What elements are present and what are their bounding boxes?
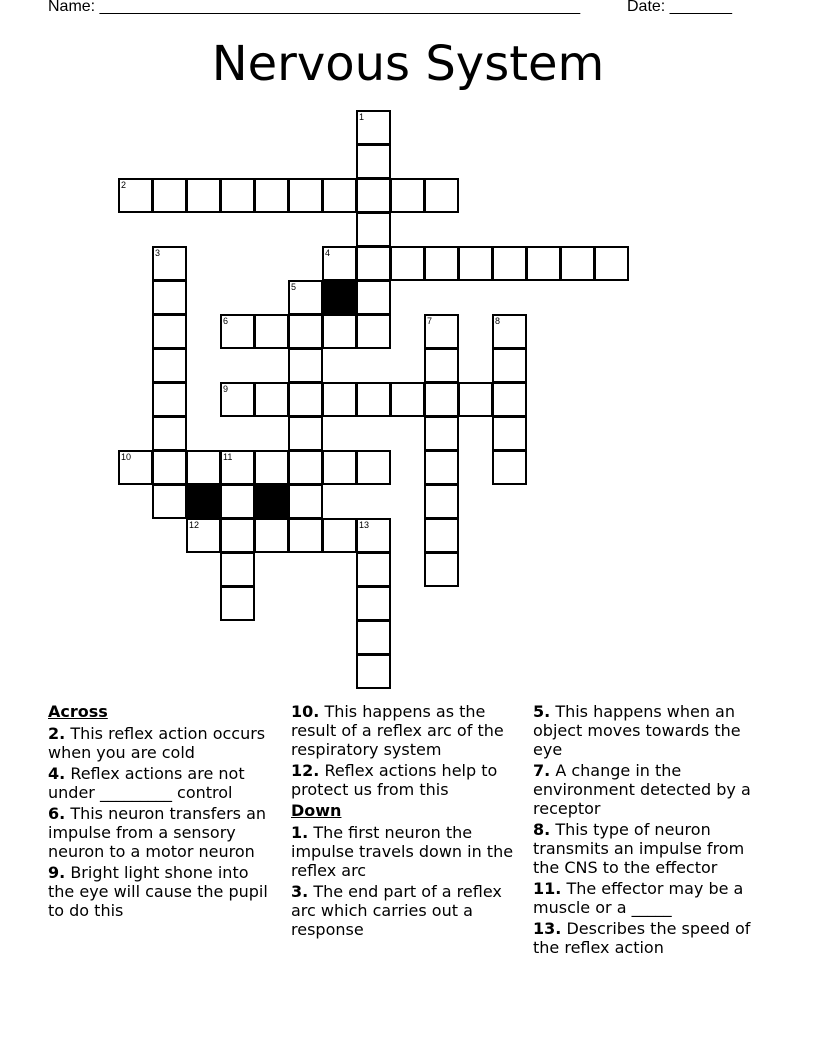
clue-text: The first neuron the impulse travels down in the reflex arc <box>291 823 514 880</box>
clue-down-1 <box>291 823 519 880</box>
grid-cell[interactable] <box>254 450 289 485</box>
clue-number-label: 12 <box>189 520 200 530</box>
grid-cell[interactable] <box>220 178 255 213</box>
clue-number-label: 5 <box>291 282 297 292</box>
clue-number-label: 8 <box>495 316 501 326</box>
clue-number: 13. <box>533 919 562 938</box>
grid-cell[interactable] <box>458 382 493 417</box>
clue-down-5 <box>533 702 761 759</box>
clue-text: This happens as the result of a reflex arc of the respiratory system <box>291 702 504 759</box>
clue-across-12 <box>291 761 519 799</box>
grid-cell[interactable] <box>220 382 255 417</box>
grid-cell[interactable] <box>356 552 391 587</box>
grid-cell[interactable] <box>356 586 391 621</box>
grid-cell[interactable] <box>424 450 459 485</box>
grid-cell[interactable] <box>356 178 391 213</box>
name-field[interactable]: Name: ______________________________________________________ <box>48 0 581 15</box>
clue-text: Reflex actions are not under _________ control <box>48 764 245 802</box>
clue-number: 4. <box>48 764 66 783</box>
clue-column-2 <box>291 702 519 941</box>
clue-text: The effector may be a muscle or a _____ <box>533 879 744 917</box>
clue-across-2 <box>48 724 276 762</box>
grid-cell[interactable] <box>492 348 527 383</box>
clue-text: This type of neuron transmits an impulse from the CNS to the effector <box>533 820 745 877</box>
grid-cell[interactable] <box>424 382 459 417</box>
grid-cell[interactable] <box>424 178 459 213</box>
clue-number-label: 13 <box>359 520 370 530</box>
grid-block <box>186 484 221 519</box>
grid-cell[interactable] <box>594 246 629 281</box>
grid-cell[interactable] <box>288 178 323 213</box>
grid-cell[interactable] <box>186 450 221 485</box>
grid-cell[interactable] <box>118 450 153 485</box>
grid-cell[interactable] <box>152 382 187 417</box>
grid-cell[interactable] <box>322 382 357 417</box>
clue-number-label: 10 <box>121 452 132 462</box>
grid-cell[interactable] <box>356 654 391 689</box>
grid-cell[interactable] <box>356 620 391 655</box>
grid-cell[interactable] <box>390 382 425 417</box>
grid-cell[interactable] <box>254 314 289 349</box>
grid-cell[interactable] <box>186 178 221 213</box>
grid-cell[interactable] <box>492 416 527 451</box>
grid-cell[interactable] <box>254 178 289 213</box>
clue-text: A change in the environment detected by a receptor <box>533 761 751 818</box>
grid-cell[interactable] <box>288 450 323 485</box>
grid-cell[interactable] <box>152 246 187 281</box>
clue-number: 10. <box>291 702 320 721</box>
date-field[interactable]: Date: _______ <box>627 0 732 15</box>
clue-across-6 <box>48 804 276 861</box>
grid-cell[interactable] <box>152 178 187 213</box>
grid-cell[interactable] <box>322 518 357 553</box>
clue-number-label: 6 <box>223 316 229 326</box>
grid-cell[interactable] <box>492 314 527 349</box>
clue-across-10 <box>291 702 519 759</box>
clue-number: 6. <box>48 804 66 823</box>
clue-number: 7. <box>533 761 551 780</box>
clue-number-label: 4 <box>325 248 331 258</box>
grid-cell[interactable] <box>220 518 255 553</box>
grid-cell[interactable] <box>356 110 391 145</box>
clue-across-9 <box>48 863 276 920</box>
grid-cell[interactable] <box>356 518 391 553</box>
clue-number-label: 1 <box>359 112 365 122</box>
grid-cell[interactable] <box>152 484 187 519</box>
grid-cell[interactable] <box>560 246 595 281</box>
grid-cell[interactable] <box>220 450 255 485</box>
grid-cell[interactable] <box>220 314 255 349</box>
grid-cell[interactable] <box>118 178 153 213</box>
grid-cell[interactable] <box>288 280 323 315</box>
clue-number-label: 3 <box>155 248 161 258</box>
clue-number: 3. <box>291 882 309 901</box>
grid-cell[interactable] <box>492 382 527 417</box>
clue-down-7 <box>533 761 761 818</box>
grid-cell[interactable] <box>424 518 459 553</box>
grid-cell[interactable] <box>254 518 289 553</box>
across-heading: Across <box>48 702 108 721</box>
clue-text: Reflex actions help to protect us from this <box>291 761 498 799</box>
grid-cell[interactable] <box>288 382 323 417</box>
grid-cell[interactable] <box>152 314 187 349</box>
grid-cell[interactable] <box>356 450 391 485</box>
grid-block <box>254 484 289 519</box>
grid-cell[interactable] <box>356 246 391 281</box>
grid-cell[interactable] <box>322 450 357 485</box>
grid-cell[interactable] <box>322 314 357 349</box>
clue-down-8 <box>533 820 761 877</box>
grid-cell[interactable] <box>220 484 255 519</box>
clue-number: 8. <box>533 820 551 839</box>
clue-down-3 <box>291 882 519 939</box>
grid-cell[interactable] <box>424 484 459 519</box>
clue-down-11 <box>533 879 761 917</box>
clue-number-label: 9 <box>223 384 229 394</box>
grid-cell[interactable] <box>220 552 255 587</box>
grid-cell[interactable] <box>152 348 187 383</box>
grid-cell[interactable] <box>186 518 221 553</box>
grid-cell[interactable] <box>424 314 459 349</box>
clue-number: 12. <box>291 761 320 780</box>
clue-number-label: 7 <box>427 316 433 326</box>
grid-cell[interactable] <box>526 246 561 281</box>
clue-number: 1. <box>291 823 309 842</box>
clue-column-3 <box>533 702 761 959</box>
grid-cell[interactable] <box>356 382 391 417</box>
clue-number-label: 2 <box>121 180 127 190</box>
grid-cell[interactable] <box>288 518 323 553</box>
grid-cell[interactable] <box>390 178 425 213</box>
grid-cell[interactable] <box>356 314 391 349</box>
grid-cell[interactable] <box>424 348 459 383</box>
clue-number: 2. <box>48 724 66 743</box>
grid-cell[interactable] <box>322 246 357 281</box>
grid-cell[interactable] <box>152 416 187 451</box>
clue-number-label: 11 <box>223 452 233 462</box>
clue-text: Bright light shone into the eye will cause the pupil to do this <box>48 863 268 920</box>
grid-cell[interactable] <box>220 586 255 621</box>
grid-cell[interactable] <box>492 246 527 281</box>
clue-number: 5. <box>533 702 551 721</box>
grid-cell[interactable] <box>288 314 323 349</box>
grid-block <box>322 280 357 315</box>
grid-cell[interactable] <box>356 280 391 315</box>
clue-down-13 <box>533 919 761 957</box>
clue-across-4 <box>48 764 276 802</box>
grid-cell[interactable] <box>390 246 425 281</box>
clue-number: 9. <box>48 863 66 882</box>
clue-column-1 <box>48 702 276 922</box>
grid-cell[interactable] <box>322 178 357 213</box>
grid-cell[interactable] <box>424 246 459 281</box>
clue-text: This happens when an object moves towards the eye <box>533 702 741 759</box>
grid-cell[interactable] <box>356 144 391 179</box>
grid-cell[interactable] <box>288 416 323 451</box>
grid-cell[interactable] <box>424 416 459 451</box>
grid-cell[interactable] <box>288 348 323 383</box>
down-heading: Down <box>291 801 342 820</box>
clue-text: This neuron transfers an impulse from a sensory neuron to a motor neuron <box>48 804 267 861</box>
grid-cell[interactable] <box>458 246 493 281</box>
grid-cell[interactable] <box>152 280 187 315</box>
clue-text: Describes the speed of the reflex action <box>533 919 751 957</box>
puzzle-title: Nervous System <box>211 36 605 92</box>
clue-text: This reflex action occurs when you are cold <box>48 724 266 762</box>
clue-number: 11. <box>533 879 562 898</box>
grid-cell[interactable] <box>254 382 289 417</box>
grid-cell[interactable] <box>492 450 527 485</box>
grid-cell[interactable] <box>356 212 391 247</box>
grid-cell[interactable] <box>152 450 187 485</box>
grid-cell[interactable] <box>288 484 323 519</box>
clue-text: The end part of a reflex arc which carries out a response <box>291 882 502 939</box>
grid-cell[interactable] <box>424 552 459 587</box>
